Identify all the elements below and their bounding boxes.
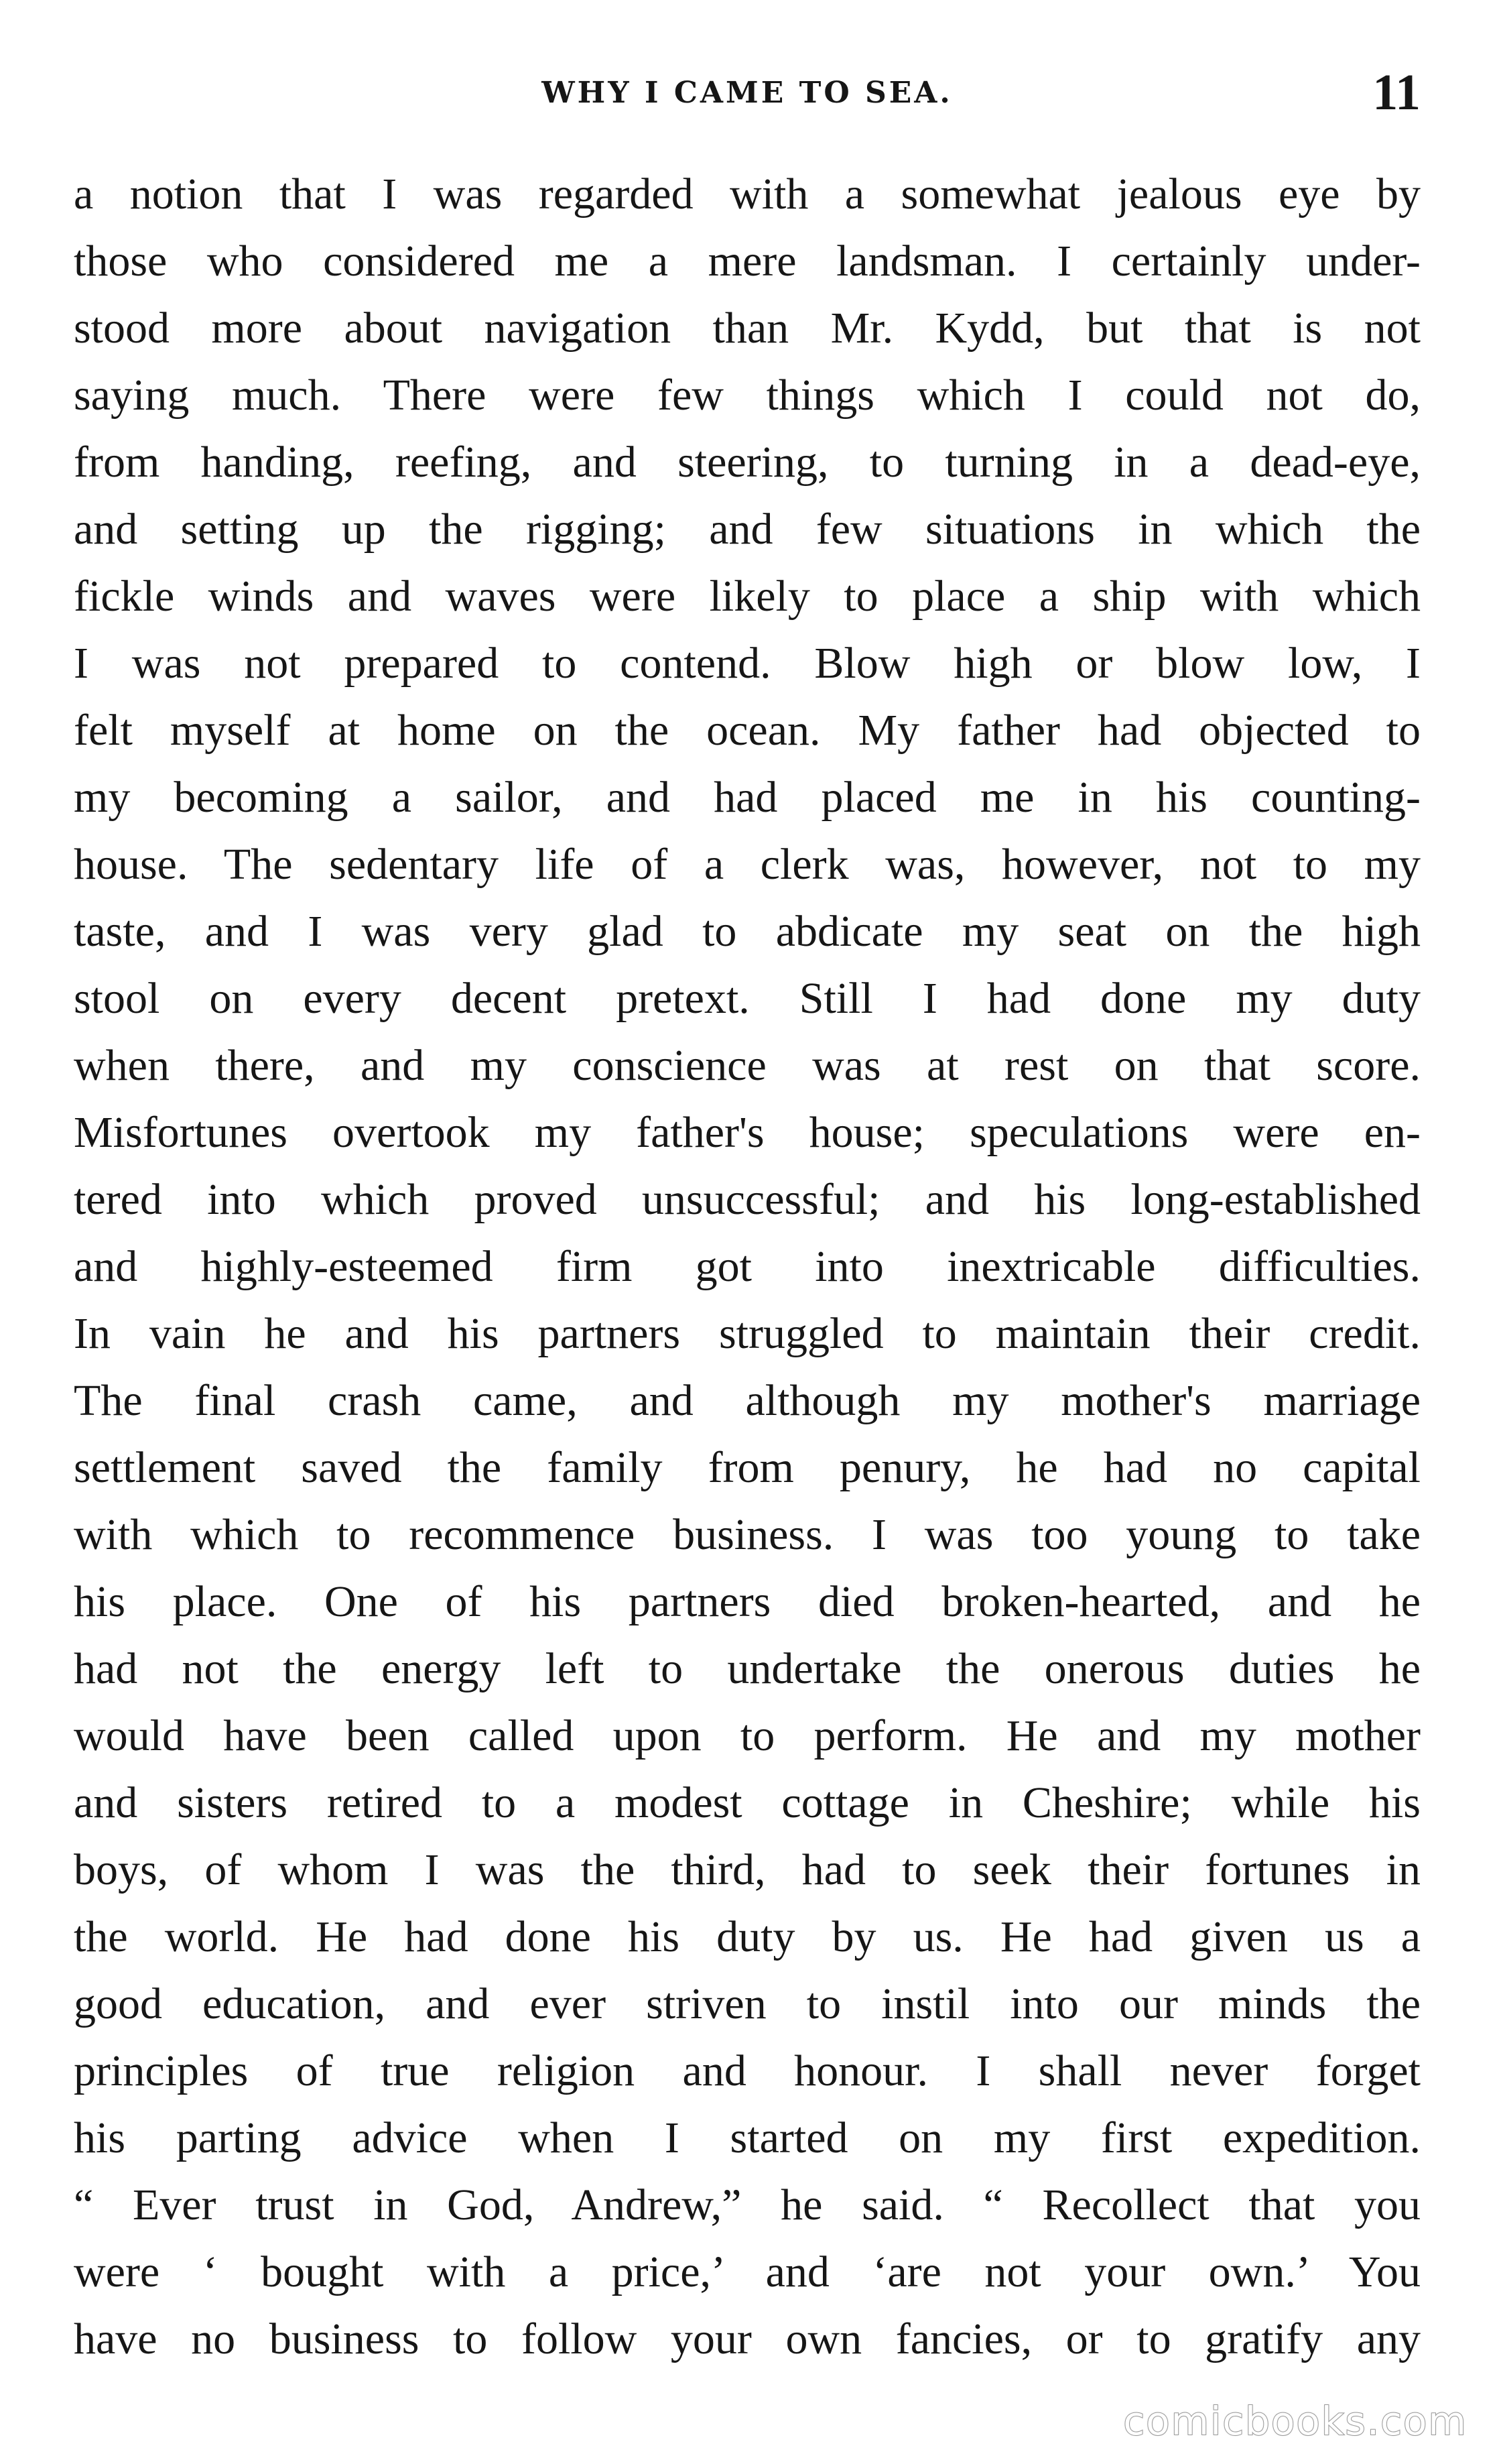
text-line: and setting up the rigging; and few situations in which the bbox=[74, 505, 1421, 554]
body-text bbox=[74, 161, 1421, 2373]
text-line: with which to recommence business. I was too young to take bbox=[74, 1510, 1421, 1559]
running-head bbox=[74, 64, 1421, 121]
text-line: his place. One of his partners died broken-hearted, and he bbox=[74, 1577, 1421, 1626]
text-line: would have been called upon to perform. He and my mother bbox=[74, 1711, 1421, 1760]
text-line: have no business to follow your own fancies, or to gratify any bbox=[74, 2315, 1421, 2363]
text-line: stood more about navigation than Mr. Kydd, but that is not bbox=[74, 304, 1421, 353]
text-line: principles of true religion and honour. I shall never forget bbox=[74, 2046, 1421, 2095]
text-line: saying much. There were few things which I could not do, bbox=[74, 371, 1421, 420]
text-line: taste, and I was very glad to abdicate my seat on the high bbox=[74, 907, 1421, 956]
text-line: good education, and ever striven to instil into our minds the bbox=[74, 1979, 1421, 2028]
running-title: WHY I CAME TO SEA. bbox=[541, 76, 953, 110]
text-line: had not the energy left to undertake the onerous duties he bbox=[74, 1644, 1421, 1693]
text-line: and highly-esteemed firm got into inextricable difficulties. bbox=[74, 1242, 1421, 1291]
text-line: those who considered me a mere landsman. I certainly under- bbox=[74, 237, 1421, 286]
text-line: fickle winds and waves were likely to place a ship with which bbox=[74, 572, 1421, 621]
text-line: the world. He had done his duty by us. He had given us a bbox=[74, 1912, 1421, 1961]
text-line: house. The sedentary life of a clerk was, however, not to my bbox=[74, 840, 1421, 889]
text-line: from handing, reefing, and steering, to turning in a dead-eye, bbox=[74, 438, 1421, 487]
text-line: boys, of whom I was the third, had to seek their fortunes in bbox=[74, 1845, 1421, 1894]
text-line: a notion that I was regarded with a somewhat jealous eye by bbox=[74, 170, 1421, 219]
text-line: were ‘ bought with a price,’ and ‘are not your own.’ You bbox=[74, 2247, 1421, 2296]
text-line: Misfortunes overtook my father's house; speculations were en- bbox=[74, 1108, 1421, 1157]
page-number: 11 bbox=[1372, 64, 1421, 121]
text-line: I was not prepared to contend. Blow high or blow low, I bbox=[74, 639, 1421, 688]
text-line: stool on every decent pretext. Still I had done my duty bbox=[74, 974, 1421, 1023]
text-line: felt myself at home on the ocean. My father had objected to bbox=[74, 706, 1421, 755]
text-line: settlement saved the family from penury, he had no capital bbox=[74, 1443, 1421, 1492]
text-line: and sisters retired to a modest cottage in Cheshire; while his bbox=[74, 1778, 1421, 1827]
text-line: tered into which proved unsuccessful; and his long-established bbox=[74, 1175, 1421, 1224]
text-line: The final crash came, and although my mother's marriage bbox=[74, 1376, 1421, 1425]
text-line: when there, and my conscience was at rest on that score. bbox=[74, 1041, 1421, 1090]
text-line: In vain he and his partners struggled to maintain their credit. bbox=[74, 1309, 1421, 1358]
text-line: his parting advice when I started on my first expedition. bbox=[74, 2113, 1421, 2162]
watermark: comicbooks.com bbox=[1123, 2398, 1467, 2444]
text-line: “ Ever trust in God, Andrew,” he said. “ Recollect that you bbox=[74, 2180, 1421, 2229]
text-line: my becoming a sailor, and had placed me in his counting- bbox=[74, 773, 1421, 822]
